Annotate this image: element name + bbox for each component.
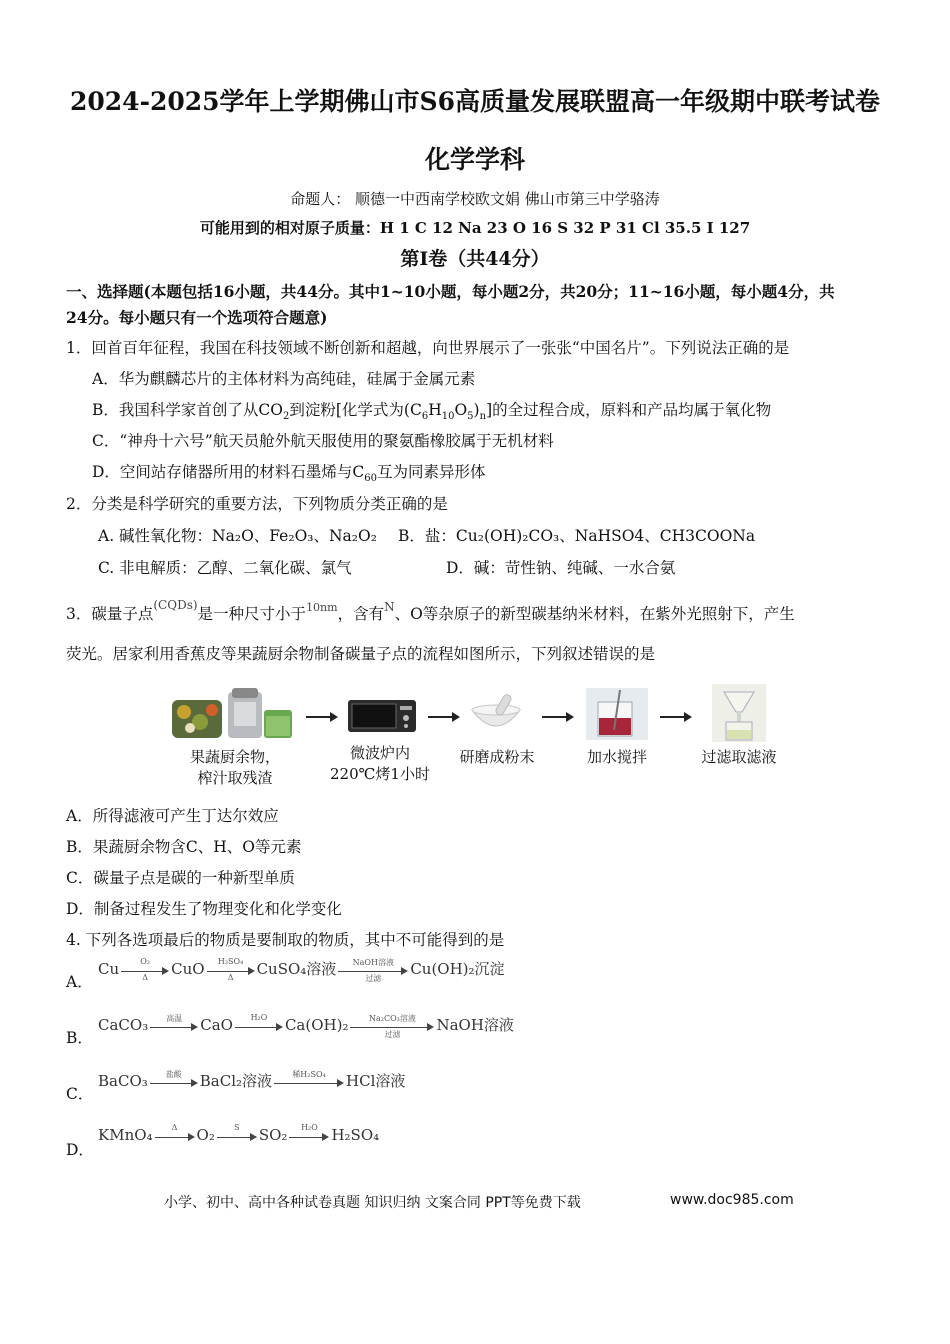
flow-arrow-3: [542, 716, 572, 718]
mortar-pestle-image: [466, 692, 526, 736]
q4-option-a-equation: Cu $\frac{\text{O₂}}{\Delta}$ CuO $\frac{\text{H₂SO₄}}{\Delta}$ CuSO₄溶液 NaOH溶液 过滤 Cu(OH)₂沉淀: [98, 957, 505, 983]
question-3-stem: 3．碳量子点$^{(CQDs)}$是一种尺寸小于$^{10nm}$，含有$^N$、O等杂原子的新型碳基纳米材料，在紫外光照射下，产生: [66, 598, 795, 623]
q4-option-c-equation: BaCO₃ 盐酸 BaCl₂溶液 稀H₂SO₄ HCl溶液: [98, 1070, 406, 1090]
q2-option-c: C. 非电解质：乙醇、二氧化碳、氯气: [98, 559, 352, 577]
footer-text: 小学、初中、高中各种试卷真题 知识归纳 文案合同 PPT等免费下载: [164, 1195, 581, 1211]
section-instruction: 一、选择题(本题包括16小题，共44分。其中1~10小题，每小题2分，共20分；11~16小题，每小题4分，共: [66, 282, 835, 301]
part-heading: 第I卷（共44分）: [400, 248, 550, 270]
flow-step-1-label: 果蔬厨余物， 榨汁取残渣: [189, 748, 280, 787]
q2-option-d: D．碱：苛性钠、纯碱、一水合氨: [446, 559, 676, 577]
question-3-stem-cont: 荧光。居家利用香蕉皮等果蔬厨余物制备碳量子点的流程如图所示，下列叙述错误的是: [66, 645, 656, 663]
microwave-image: [346, 696, 418, 736]
flow-step-3-label: 研磨成粉末: [459, 748, 535, 766]
q3-option-a: A．所得滤液可产生丁达尔效应: [66, 807, 279, 825]
section-instruction-cont: 24分。每小题只有一个选项符合题意): [66, 308, 328, 327]
beaker-stirring-image: [584, 686, 650, 742]
flow-step-4-label: 加水搅拌: [586, 748, 647, 766]
q4-option-d-label: D．: [66, 1141, 94, 1159]
q3-option-d: D．制备过程发生了物理变化和化学变化: [66, 900, 342, 918]
q4-option-b-equation: CaCO₃ 高温 CaO H₂O Ca(OH)₂ Na₂CO₃溶液 过滤 NaOH溶液: [98, 1013, 514, 1039]
q4-option-c-label: C．: [66, 1085, 94, 1103]
q1-option-a: A．华为麒麟芯片的主体材料为高纯硅，硅属于金属元素: [92, 370, 476, 388]
q4-option-b-label: B．: [66, 1029, 93, 1047]
flow-diagram: [170, 686, 790, 786]
question-4-stem: 4. 下列各选项最后的物质是要制取的物质，其中不可能得到的是: [66, 931, 505, 949]
q1-option-d: D．空间站存储器所用的材料石墨烯与$C_{60}$互为同素异形体: [92, 463, 486, 485]
q2-option-b: B．盐：Cu₂(OH)₂CO₃、NaHSO4、CH3COONa: [398, 527, 756, 545]
subject-title: 化学学科: [424, 145, 525, 174]
q1-option-c: C．“神舟十六号”航天员舱外航天服使用的聚氨酯橡胶属于无机材料: [92, 432, 554, 450]
flow-arrow-4: [660, 716, 690, 718]
authors-line: 命题人： 顺德一中西南学校欧文娟 佛山市第三中学骆涛: [290, 190, 660, 208]
flow-arrow-2: [428, 716, 458, 718]
flow-arrow-1: [306, 716, 336, 718]
q4-option-d-equation: KMnO₄ Δ O₂ S SO₂ H₂O H₂SO₄: [98, 1123, 380, 1144]
flow-step-5-label: 过滤取滤液: [701, 748, 777, 766]
q4-option-a-label: A．: [66, 973, 93, 991]
q3-option-b: B．果蔬厨余物含C、H、O等元素: [66, 838, 302, 856]
question-2-stem: 2．分类是科学研究的重要方法，下列物质分类正确的是: [66, 495, 448, 513]
food-waste-juicer-image: [170, 686, 298, 746]
q3-option-c: C．碳量子点是碳的一种新型单质: [66, 869, 295, 887]
atomic-mass-line: 可能用到的相对原子质量：H 1 C 12 Na 23 O 16 S 32 P 31 Cl 35.5 I 127: [199, 219, 751, 237]
filtration-image: [710, 682, 768, 744]
q1-option-b: B．我国科学家首创了从$CO_2$到淀粉[化学式为$(C_6H_{10}O_5)_n$]的全过程合成，原料和产品均属于氧化物: [92, 401, 772, 423]
flow-step-2-label: 微波炉内 220℃烤1小时: [330, 744, 430, 783]
footer-link[interactable]: www.doc985.com: [670, 1192, 794, 1208]
exam-title: 2024-2025学年上学期佛山市S6高质量发展联盟高一年级期中联考试卷: [70, 87, 880, 116]
q2-option-a: A. 碱性氧化物：Na₂O、Fe₂O₃、Na₂O₂: [98, 527, 377, 545]
question-1-stem: 1．回首百年征程，我国在科技领域不断创新和超越，向世界展示了一张张“中国名片”。下列说法正确的是: [66, 339, 790, 357]
